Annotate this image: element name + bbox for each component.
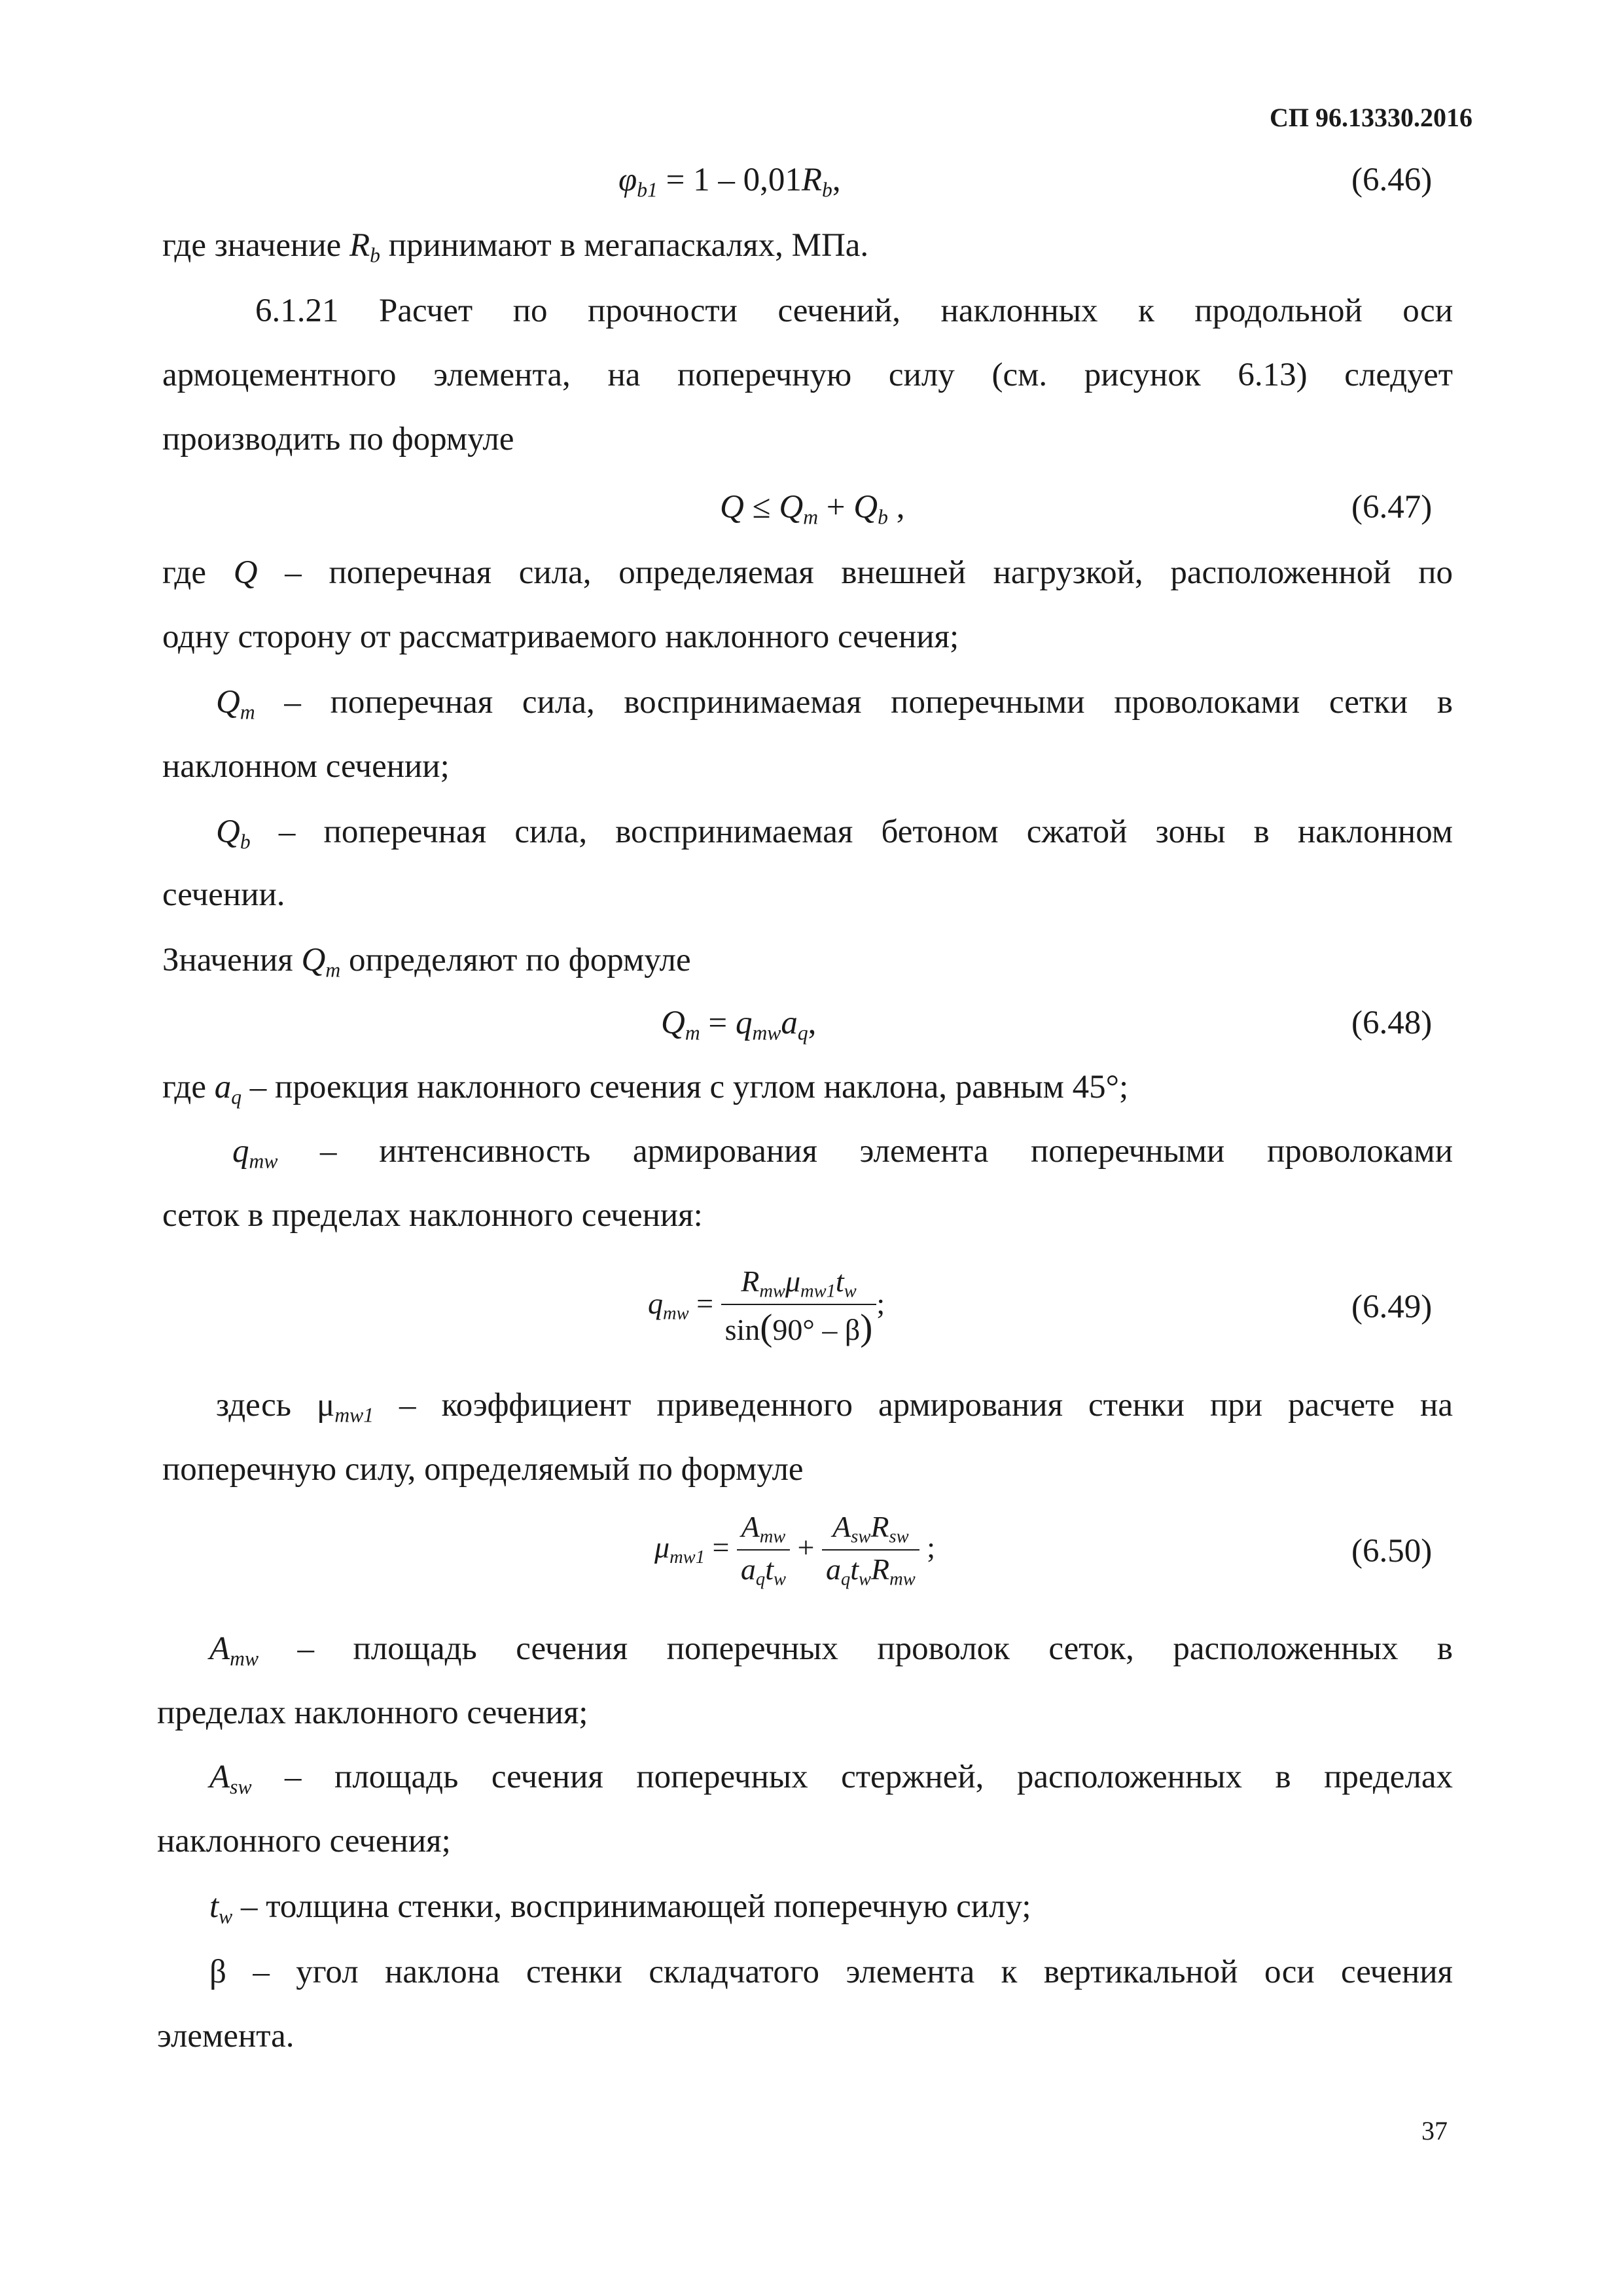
- clause-6-1-21-line2: армоцементного элемента, на поперечную силу (см. рисунок 6.13) следует: [162, 357, 1453, 393]
- equation-6-46: $\varphi_{b1} = 1 - 0,01R_b$,: [618, 162, 841, 202]
- definition-asw-line2: наклонного сечения;: [157, 1823, 451, 1859]
- equation-6-47: $Q \le Q_m + Q_b$ ,: [720, 489, 905, 529]
- fraction: $\frac{A_{mw}}{a_qt_w}$: [737, 1512, 790, 1589]
- equation-6-49: $q_{mw}$ = $\frac{R_{mw}\mu_{mw1}t_w}{\sin(90^\circ - \beta)}$ ;: [648, 1265, 885, 1349]
- definition-beta-line2: элемента.: [157, 2018, 294, 2054]
- definition-mu-line2: поперечную силу, определяемый по формуле: [162, 1451, 804, 1488]
- definition-qb-line1: $Q_b$ – поперечная сила, воспринимаемая бетоном сжатой зоны в наклонном: [216, 814, 1453, 853]
- definition-mu-line1: здесь $\mu_{mw1}$ – коэффициент приведенного армирования стенки при расчете на: [216, 1387, 1453, 1427]
- document-code: СП 96.13330.2016: [1270, 103, 1472, 132]
- definition-qb-line2: сечении.: [162, 876, 285, 913]
- definition-amw-line2: пределах наклонного сечения;: [157, 1695, 588, 1731]
- definition-asw-line1: $A_{sw}$ – площадь сечения поперечных стержней, расположенных в пределах: [209, 1759, 1453, 1799]
- fraction: $\frac{R_{mw}\mu_{mw1}t_w}{\sin(90^\circ - \beta)}$: [721, 1266, 877, 1347]
- fraction: $\frac{A_{sw}R_{sw}}{a_qt_wR_{mw}}$: [822, 1512, 919, 1589]
- definition-q-line2: одну сторону от рассматриваемого наклонного сечения;: [162, 619, 959, 655]
- equation-number: (6.49): [1351, 1289, 1433, 1325]
- page-number: 37: [1421, 2116, 1448, 2145]
- definition-tw: $t_w$ – толщина стенки, воспринимающей поперечную силу;: [209, 1888, 1031, 1928]
- equation-number: (6.47): [1351, 489, 1433, 526]
- definition-aq: где $a_q$ – проекция наклонного сечения с углом наклона, равным 45°;: [162, 1069, 1129, 1109]
- equation-number: (6.46): [1351, 162, 1433, 198]
- equation-number: (6.50): [1351, 1533, 1433, 1570]
- equation-6-50: $\mu_{mw1}$ = $\frac{A_{mw}}{a_qt_w}$ + $\frac{A_{sw}R_{sw}}{a_qt_wR_{mw}}$ ;: [654, 1510, 936, 1590]
- clause-6-1-21-line3: производить по формуле: [162, 421, 514, 457]
- definition-qmw-line2: сеток в пределах наклонного сечения:: [162, 1197, 703, 1234]
- definition-qm-line1: $Q_m$ – поперечная сила, воспринимаемая поперечными проволоками сетки в: [216, 684, 1453, 724]
- definition-qm-line2: наклонном сечении;: [162, 748, 450, 785]
- definition-qmw-line1: $q_{mw}$ – интенсивность армирования элемента поперечными проволоками: [232, 1133, 1453, 1173]
- paragraph-qm-formula: Значения $Q_m$ определяют по формуле: [162, 942, 691, 982]
- equation-number: (6.48): [1351, 1005, 1433, 1041]
- definition-q-line1: где Q – поперечная сила, определяемая внешней нагрузкой, расположенной по: [162, 554, 1454, 591]
- definition-amw-line1: $A_{mw}$ – площадь сечения поперечных проволок сеток, расположенных в: [209, 1630, 1453, 1670]
- equation-6-48: $Q_m = q_{mw}a_q$,: [661, 1005, 817, 1045]
- clause-6-1-21-line1: 6.1.21 Расчет по прочности сечений, наклонных к продольной оси: [255, 293, 1453, 329]
- paragraph-rb-units: где значение $R_b$ принимают в мегапаскалях, МПа.: [162, 227, 869, 267]
- definition-beta-line1: β – угол наклона стенки складчатого элемента к вертикальной оси сечения: [209, 1954, 1453, 1990]
